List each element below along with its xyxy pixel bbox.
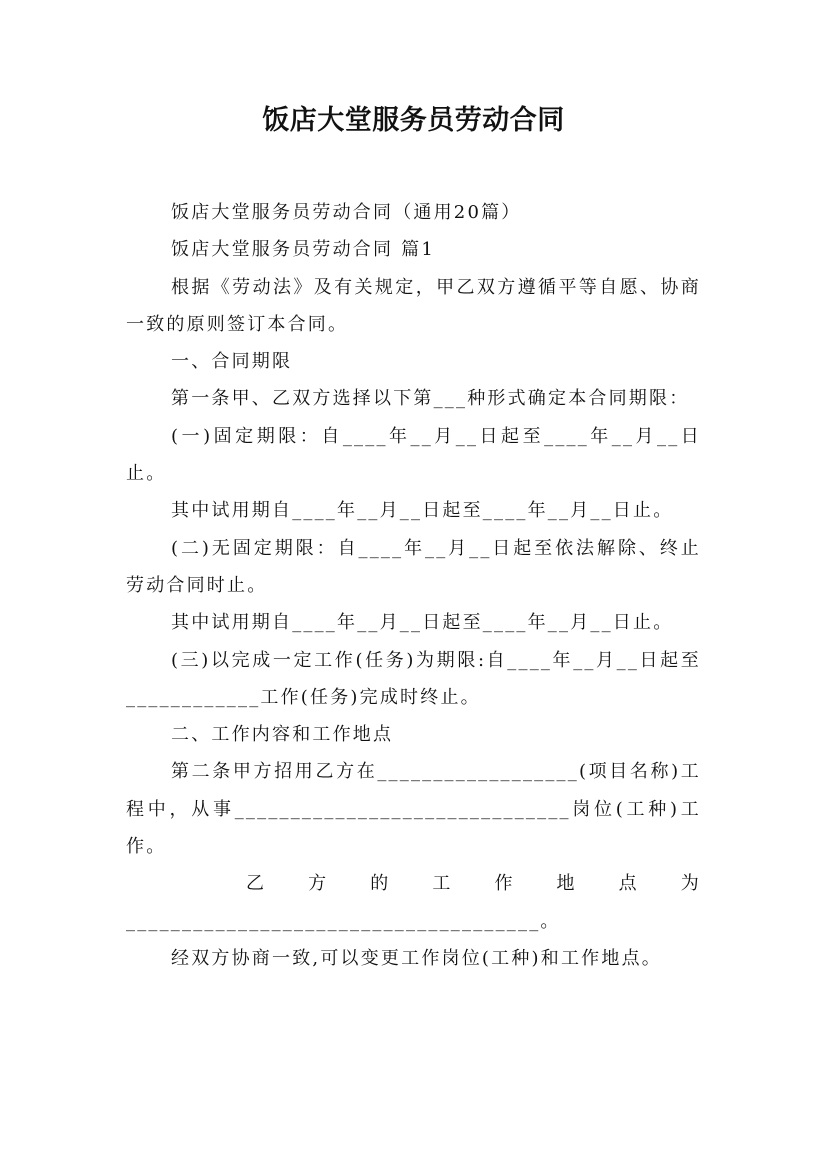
workplace-char: 作	[494, 873, 515, 895]
paragraph-probation-2: 其中试用期自____年__月__日起至____年__月__日止。	[171, 612, 674, 634]
paragraph-change-agreement: 经双方协商一致,可以变更工作岗位(工种)和工作地点。	[171, 947, 662, 969]
paragraph-open-term: (二)无固定期限：自____年__月__日起至依法解除、终止劳动合同时止。	[126, 537, 701, 596]
workplace-char: 为	[680, 873, 701, 895]
paragraph-article-1: 第一条甲、乙双方选择以下第___种形式确定本合同期限：	[171, 388, 690, 410]
section-heading-work: 二、工作内容和工作地点	[171, 724, 394, 746]
document-body	[126, 194, 701, 977]
paragraph-article-2: 第二条甲方招用乙方在__________________(项目名称)工程中，从事______________________________岗位(工种)工作。	[126, 761, 701, 858]
document-title: 饭店大堂服务员劳动合同	[262, 105, 565, 136]
paragraph-article-heading: 饭店大堂服务员劳动合同 篇1	[171, 239, 435, 261]
workplace-char: 点	[618, 873, 639, 895]
workplace-char: 的	[370, 873, 391, 895]
paragraph-task-term: (三)以完成一定工作(任务)为期限:自____年__月__日起至____________工作(任务)完成时终止。	[126, 649, 701, 708]
workplace-char: 工	[432, 873, 453, 895]
workplace-line	[126, 865, 701, 902]
workplace-blank-line: _____________________________________。	[126, 910, 561, 932]
section-heading-term: 一、合同期限	[171, 351, 293, 373]
workplace-char: 地	[556, 873, 577, 895]
paragraph-preamble: 根据《劳动法》及有关规定，甲乙双方遵循平等自愿、协商一致的原则签订本合同。	[126, 276, 701, 335]
paragraph-fixed-term: (一)固定期限：自____年__月__日起至____年__月__日止。	[126, 425, 701, 485]
paragraph-probation-1: 其中试用期自____年__月__日起至____年__月__日止。	[171, 500, 674, 522]
workplace-char: 方	[308, 873, 329, 895]
workplace-char: 乙	[246, 873, 267, 895]
paragraph-subtitle: 饭店大堂服务员劳动合同（通用20篇）	[171, 202, 522, 223]
